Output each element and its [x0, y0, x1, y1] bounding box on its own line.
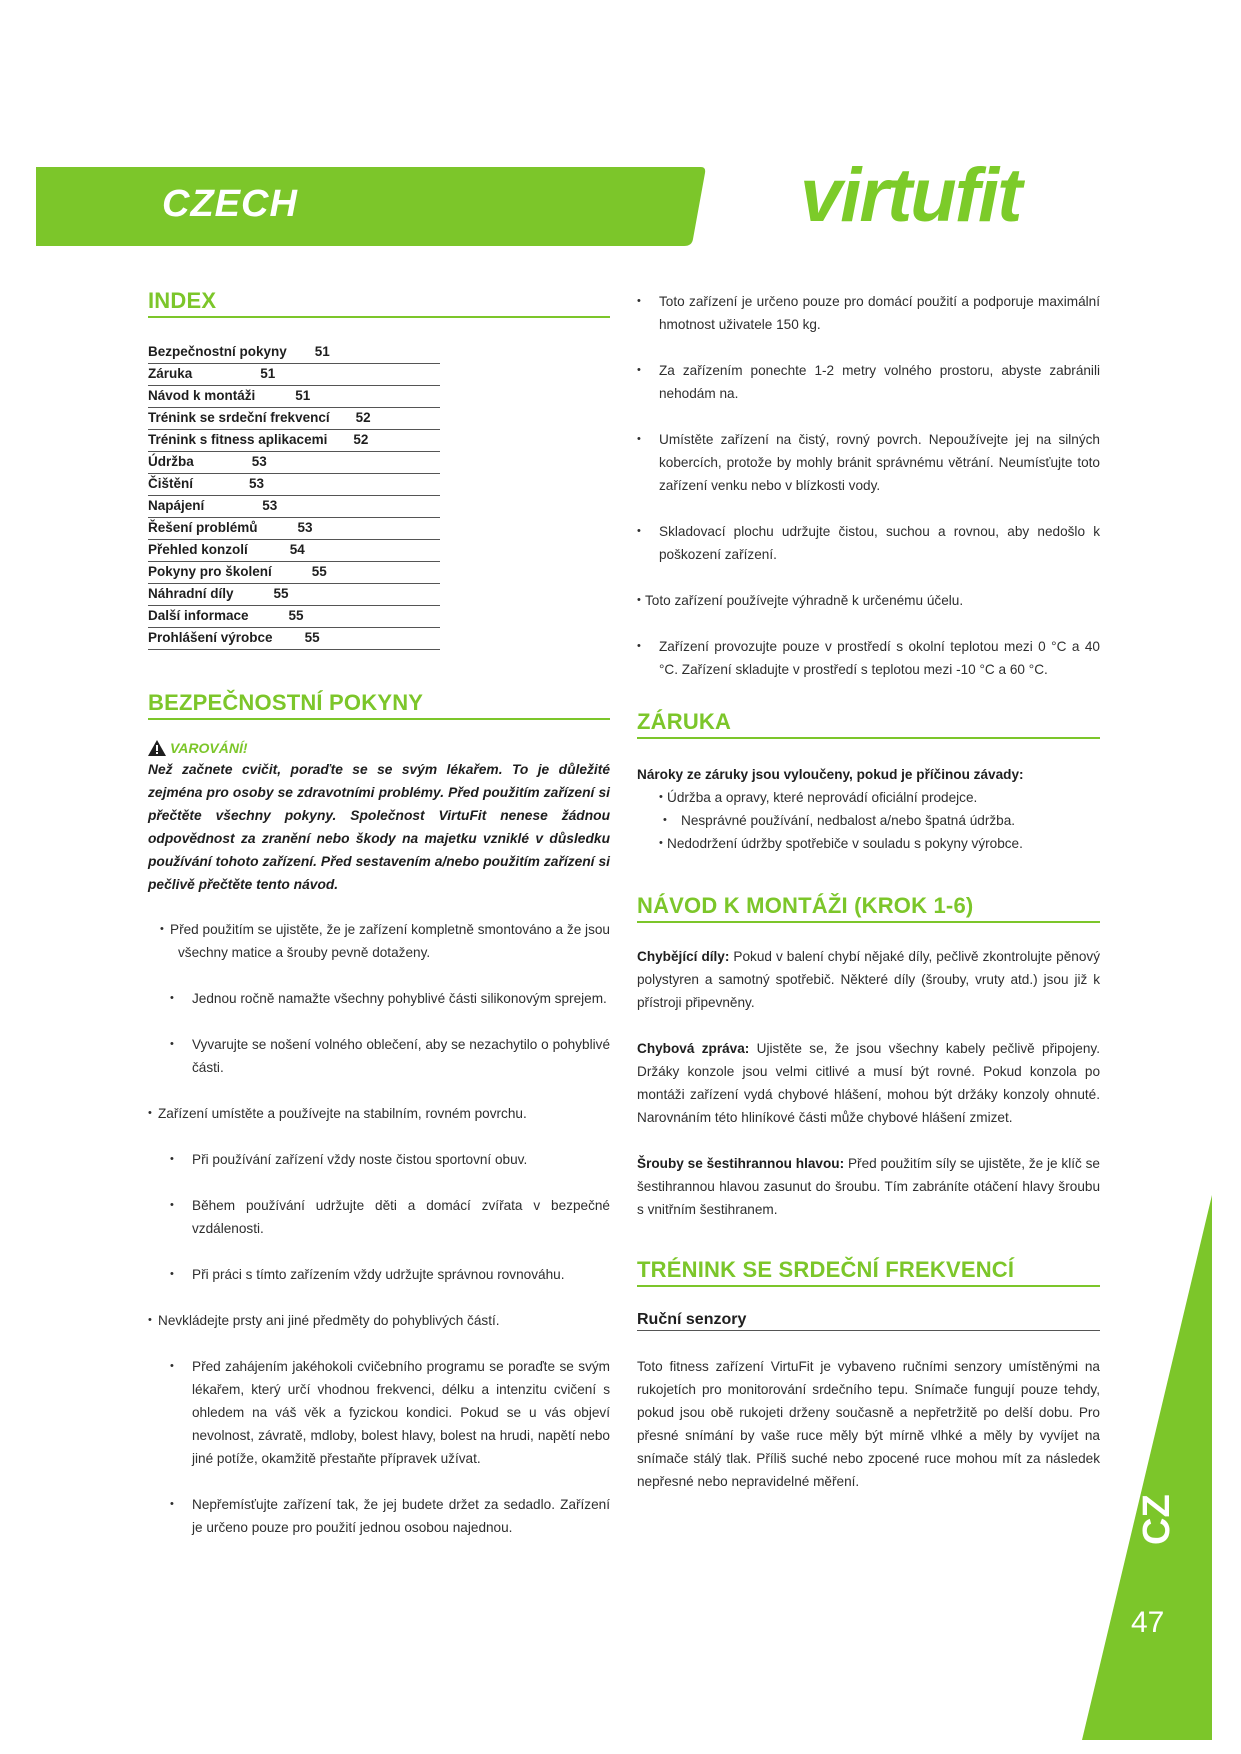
list-item: • Skladovací plochu udržujte čistou, suchou a rovnou, aby nedošlo k poškození zařízení. — [637, 520, 1100, 566]
index-page: 55 — [304, 630, 320, 645]
assembly-body — [637, 945, 1100, 1221]
index-label: Čištění — [148, 476, 194, 491]
index-label: Pokyny pro školení — [148, 564, 272, 579]
index-row[interactable] — [148, 518, 440, 540]
index-row[interactable] — [148, 496, 440, 518]
index-row[interactable] — [148, 386, 440, 408]
index-page: 53 — [297, 520, 313, 535]
index-label: Trénink se srdeční frekvencí — [148, 410, 330, 425]
safety-bullets — [148, 918, 610, 1539]
index-label: Další informace — [148, 608, 249, 623]
list-item: • Nedodržení údržby spotřebiče v souladu s pokyny výrobce. — [637, 832, 1100, 855]
index-page: 55 — [288, 608, 304, 623]
paragraph-text: Ujistěte se, že jsou všechny kabely pečlivě připojeny. Držáky konzole jsou velmi citlivé a musí být rovné. Pokud konzola po montáži zařízení vydá chybové hlášení, mohou být držáky konzoly ohnuté. Narovnáním této hliníkové části může chybové hlášení zmizet. — [637, 1041, 1100, 1125]
index-page: 51 — [295, 388, 311, 403]
index-label: Prohlášení výrobce — [148, 630, 273, 645]
index-page: 55 — [273, 586, 289, 601]
left-column — [148, 288, 610, 1562]
list-item: • Před zahájením jakéhokoli cvičebního programu se poraďte se svým lékařem, který určí vhodnou frekvenci, délku a intenzitu cvičení s ohledem na váš věk a fyzickou kondici. Pokud se u vás objeví nevolnost, závratě, mdloby, bolest hlavy, bolest na hrudi, napětí nebo jiné potíže, okamžitě přestaňte přípravek užívat. — [148, 1355, 610, 1470]
index-row[interactable] — [148, 562, 440, 584]
index-label: Přehled konzolí — [148, 542, 248, 557]
list-item: • Jednou ročně namažte všechny pohyblivé části silikonovým sprejem. — [148, 987, 610, 1010]
brand-logo: virtufit — [800, 153, 1021, 238]
index-label: Napájení — [148, 498, 205, 513]
index-row[interactable] — [148, 474, 440, 496]
index-page: 54 — [289, 542, 305, 557]
assembly-paragraph — [637, 1152, 1100, 1221]
index-label: Trénink s fitness aplikacemi — [148, 432, 328, 447]
list-item: • Zařízení umístěte a používejte na stabilním, rovném povrchu. — [148, 1102, 610, 1125]
language-code: CZ — [1136, 1494, 1178, 1545]
assembly-paragraph — [637, 945, 1100, 1014]
list-item: • Údržba a opravy, které neprovádí oficiální prodejce. — [637, 786, 1100, 809]
index-page: 52 — [355, 410, 371, 425]
list-item: • Vyvarujte se nošení volného oblečení, aby se nezachytilo o pohyblivé části. — [148, 1033, 610, 1079]
index-page: 53 — [249, 476, 265, 491]
list-item: • Za zařízením ponechte 1-2 metry volného prostoru, abyste zabránili nehodám na. — [637, 359, 1100, 405]
index-label: Údržba — [148, 454, 194, 469]
warranty-heading: ZÁRUKA — [637, 709, 1100, 739]
paragraph-lead: Šrouby se šestihrannou hlavou: — [637, 1156, 845, 1171]
warranty-intro: Nároky ze záruky jsou vyloučeny, pokud je příčinou závady: — [637, 767, 1024, 782]
index-row[interactable] — [148, 364, 440, 386]
warning-label-text: VAROVÁNÍ! — [170, 740, 248, 756]
warranty-list — [637, 786, 1100, 855]
paragraph-text: Pokud v balení chybí nějaké díly, pečlivě zkontrolujte pěnový polystyren a samotný spotřebič. Některé díly (šrouby, vruty atd.) jsou již k přístroji připevněny. — [637, 949, 1100, 1010]
side-tab — [1082, 1195, 1212, 1740]
safety-heading: BEZPEČNOSTNÍ POKYNY — [148, 690, 610, 720]
list-item: • Při práci s tímto zařízením vždy udržujte správnou rovnováhu. — [148, 1263, 610, 1286]
index-page: 51 — [260, 366, 276, 381]
index-list — [148, 342, 440, 650]
index-row[interactable] — [148, 540, 440, 562]
assembly-paragraph — [637, 1037, 1100, 1129]
header-banner — [36, 167, 706, 246]
index-page: 53 — [262, 498, 278, 513]
assembly-heading: NÁVOD K MONTÁŽI (KROK 1-6) — [637, 893, 1100, 923]
safety-bullets-continued — [637, 290, 1100, 681]
list-item: • Nepřemísťujte zařízení tak, že jej budete držet za sedadlo. Zařízení je určeno pouze pro použití jednou osobou najednou. — [148, 1493, 610, 1539]
list-item: • Nevkládejte prsty ani jiné předměty do pohyblivých částí. — [148, 1309, 610, 1332]
page-number: 47 — [1131, 1606, 1165, 1639]
list-item: • Umístěte zařízení na čistý, rovný povrch. Nepoužívejte jej na silných kobercích, protože by mohly bránit správnému větrání. Neumísťujte toto zařízení venku nebo v blízkosti vody. — [637, 428, 1100, 497]
index-row[interactable] — [148, 430, 440, 452]
index-label: Návod k montáži — [148, 388, 256, 403]
paragraph-lead: Chybějící díly: — [637, 949, 730, 964]
index-row[interactable] — [148, 628, 440, 650]
right-column — [637, 290, 1100, 1516]
index-heading: INDEX — [148, 288, 610, 318]
warning-label — [148, 740, 610, 756]
list-item: • Toto zařízení používejte výhradně k určenému účelu. — [637, 589, 1100, 612]
list-item: • Nesprávné používání, nedbalost a/nebo špatná údržba. — [637, 809, 1100, 832]
index-label: Záruka — [148, 366, 193, 381]
language-title: CZECH — [162, 183, 298, 225]
list-item: • Toto zařízení je určeno pouze pro domácí použití a podporuje maximální hmotnost uživatele 150 kg. — [637, 290, 1100, 336]
list-item: • Před použitím se ujistěte, že je zařízení kompletně smontováno a že jsou všechny matice a šrouby pevně dotaženy. — [148, 918, 610, 964]
list-item: • Během používání udržujte děti a domácí zvířata v bezpečné vzdálenosti. — [148, 1194, 610, 1240]
index-label: Řešení problémů — [148, 520, 258, 535]
index-page: 55 — [311, 564, 327, 579]
index-page: 52 — [353, 432, 369, 447]
hr-heading: TRÉNINK SE SRDEČNÍ FREKVENCÍ — [637, 1257, 1100, 1287]
index-page: 53 — [251, 454, 267, 469]
warning-text: Než začnete cvičit, poraďte se se svým lékařem. To je důležité zejména pro osoby se zdravotními problémy. Před použitím zařízení si přečtěte všechny pokyny. Společnost VirtuFit nenese žádnou odpovědnost za zranění nebo škody na majetku vzniklé v důsledku používání tohoto zařízení. Před sestavením a/nebo použitím zařízení si pečlivě přečtěte tento návod. — [148, 762, 610, 892]
warning-icon — [148, 740, 166, 756]
index-row[interactable] — [148, 408, 440, 430]
list-item: • Při používání zařízení vždy noste čistou sportovní obuv. — [148, 1148, 610, 1171]
paragraph-text: Před použitím síly se ujistěte, že je klíč se šestihrannou hlavou zasunut do šroubu. Tím zabráníte otáčení hlavy šroubu s vnitřním šestihranem. — [637, 1156, 1100, 1217]
index-label: Náhradní díly — [148, 586, 234, 601]
index-row[interactable] — [148, 452, 440, 474]
index-row[interactable] — [148, 584, 440, 606]
hr-subheading: Ruční senzory — [637, 1311, 1100, 1331]
index-row[interactable] — [148, 606, 440, 628]
banner-shape — [36, 167, 706, 246]
list-item: • Zařízení provozujte pouze v prostředí s okolní teplotou mezi 0 °C a 40 °C. Zařízení skladujte v prostředí s teplotou mezi -10 °C a 60 °C. — [637, 635, 1100, 681]
paragraph-lead: Chybová zpráva: — [637, 1041, 750, 1056]
index-row[interactable] — [148, 342, 440, 364]
index-page: 51 — [314, 344, 330, 359]
hr-text: Toto fitness zařízení VirtuFit je vybaveno ručními senzory umístěnými na rukojetích pro monitorování srdečního tepu. Snímače fungují pouze tehdy, pokud jsou obě rukojeti drženy současně a nepřetržitě po delší dobu. Pro přesné snímání by vaše ruce měly být mírně vlhké a měly by vyvíjet na snímače stálý tlak. Příliš suché nebo zpocené ruce mohou mít za následek nepřesné nebo nepravidelné měření. — [637, 1359, 1100, 1489]
index-label: Bezpečnostní pokyny — [148, 344, 287, 359]
